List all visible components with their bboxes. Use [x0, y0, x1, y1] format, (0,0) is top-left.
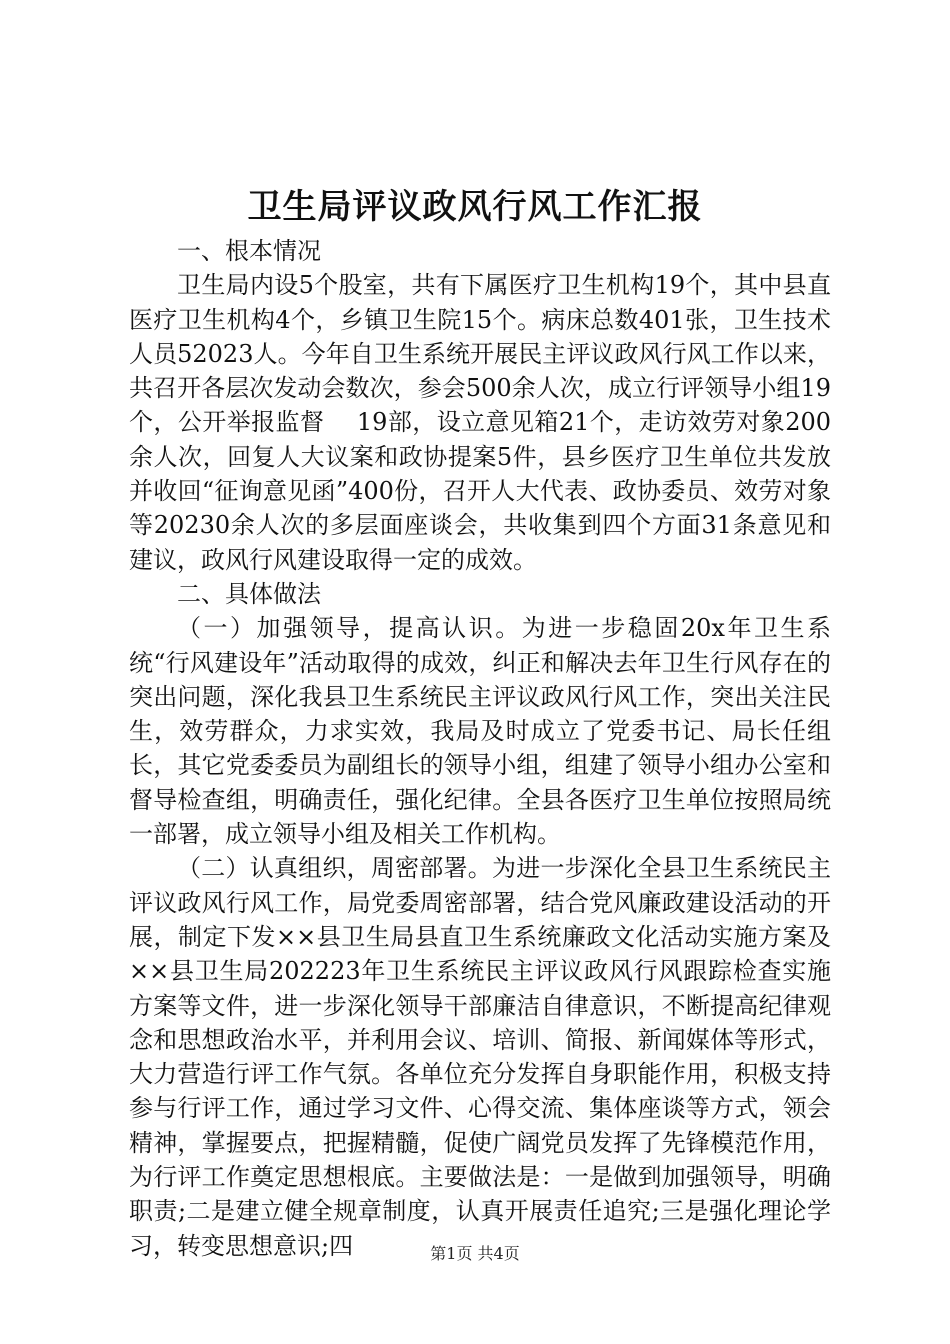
section-heading-methods: 二、具体做法	[177, 579, 321, 608]
paragraph-careful-organization: （二）认真组织，周密部署。为进一步深化全县卫生系统民主评议政风行风工作，局党委周密部署，结合党风廉政建设活动的开展，制定下发××县卫生局县直卫生系统廉政文化活动实施方案及××县卫生局202223年卫生系统民主评议政风行风跟踪检查实施方案等文件，进一步深化领导干部廉洁自律意识，不断提高纪律观念和思想政治水平，并利用会议、培训、简报、新闻媒体等形式，大力营造行评工作气氛。各单位充分发挥自身职能作用，积极支持参与行评工作，通过学习文件、心得交流、集体座谈等方式，领会精神，掌握要点，把握精髓，促使广阔党员发挥了先锋模范作用，为行评工作奠定思想根底。主要做法是：一是做到加强领导，明确职责;二是建立健全规章制度，认真开展责任追究;三是强化理论学习，转变思想意识;四	[129, 854, 831, 1260]
section-heading-basic: 一、根本情况	[177, 237, 321, 265]
paragraph-strengthen-leadership: （一）加强领导，提高认识。为进一步稳固20x年卫生系统“行风建设年”活动取得的成效，纠正和解决去年卫生行风存在的突出问题，深化我县卫生系统民主评议政风行风工作，突出关注民生，效劳群众，力求实效，我局及时成立了党委书记、局长任组长，其它党委委员为副组长的领导小组，组建了领导小组办公室和督导检查组，明确责任，强化纪律。全县各医疗卫生单位按照局统一部署，成立领导小组及相关工作机构。	[129, 614, 831, 849]
page-number-footer: 第1页 共4页	[430, 1244, 520, 1263]
document-body	[129, 234, 831, 1263]
paragraph-basic-situation: 卫生局内设5个股室，共有下属医疗卫生机构19个，其中县直医疗卫生机构4个，乡镇卫生院15个。病床总数401张，卫生技术人员52023人。今年自卫生系统开展民主评议政风行风工作以来，共召开各层次发动会数次，参会500余人次，成立行评领导小组19个，公开举报监督 19部，设立意见箱21个，走访效劳对象200余人次，回复人大议案和政协提案5件，县乡医疗卫生单位共发放并收回“征询意见函”400份，召开人大代表、政协委员、效劳对象等20230余人次的多层面座谈会，共收集到四个方面31条意见和建议，政风行风建设取得一定的成效。	[129, 271, 831, 574]
document-title: 卫生局评议政风行风工作汇报	[247, 187, 703, 227]
